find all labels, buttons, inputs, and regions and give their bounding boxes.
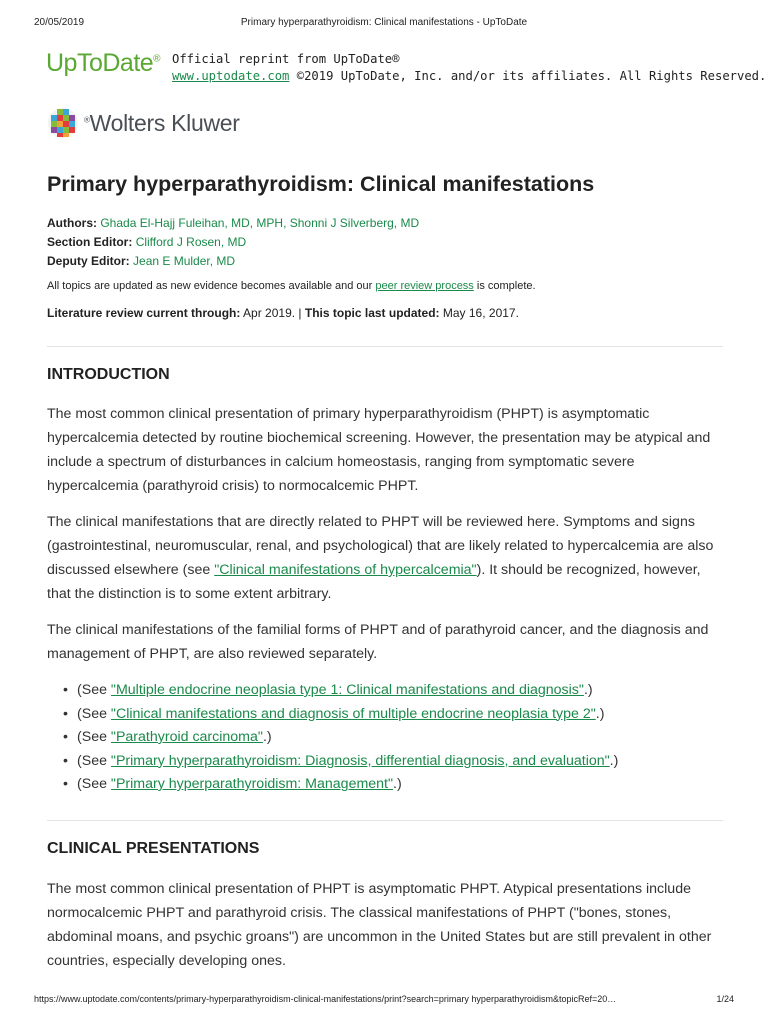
update-note: All topics are updated as new evidence becomes available and our peer review process is complete. [47, 280, 536, 292]
reprint-notice [172, 51, 766, 85]
copyright-text: ©2019 UpToDate, Inc. and/or its affiliates. All Rights Reserved. [296, 69, 767, 83]
print-footer-url: https://www.uptodate.com/contents/primary-hyperparathyroidism-clinical-manifestations/print?search=primary hyperparathyroidism&topicRef=20… [34, 994, 617, 1004]
list-item: • (See "Clinical manifestations and diagnosis of multiple endocrine neoplasia type 2".) [63, 703, 618, 727]
intro-paragraph-2: The clinical manifestations that are directly related to PHPT will be reviewed here. Symptoms and signs (gastrointestinal, neuromuscular, renal, and psychological) that are likely related to hypercalcemia are also discussed elsewhere (see "Clinical manifestations of hypercalcemia"). It should be recognized, however, that the distinction is to some extent arbitrary. [47, 514, 714, 602]
see-link-men2[interactable]: "Clinical manifestations and diagnosis of multiple endocrine neoplasia type 2" [110, 705, 596, 722]
list-item: • (See "Parathyroid carcinoma".) [63, 726, 618, 750]
page-number: 1/24 [716, 994, 734, 1004]
list-item: • (See "Primary hyperparathyroidism: Management".) [63, 773, 618, 797]
uptodate-logo-mark: ® [153, 53, 161, 65]
print-date: 20/05/2019 [34, 17, 85, 28]
authors-link[interactable]: Ghada El-Hajj Fuleihan, MD, MPH, Shonni J Silverberg, MD [100, 216, 420, 230]
reprint-line: Official reprint from UpToDate® [172, 52, 400, 66]
authors-row: Authors: Ghada El-Hajj Fuleihan, MD, MPH, Shonni J Silverberg, MD [47, 216, 420, 230]
uptodate-site-link[interactable]: www.uptodate.com [172, 69, 290, 83]
print-title: Primary hyperparathyroidism: Clinical manifestations - UpToDate [240, 17, 528, 28]
copyright-line [172, 68, 766, 85]
deputy-editor-row: Deputy Editor: Jean E Mulder, MD [47, 254, 236, 268]
hypercalcemia-link[interactable]: "Clinical manifestations of hypercalcemia" [214, 562, 477, 578]
uptodate-logo-text: UpToDate [46, 49, 154, 77]
wolters-kluwer-text: ®Wolters Kluwer [84, 109, 240, 136]
section-editor-link[interactable]: Clifford J Rosen, MD [135, 235, 247, 249]
see-link-management[interactable]: "Primary hyperparathyroidism: Management" [110, 776, 394, 792]
clinical-paragraph-1: The most common clinical presentation of PHPT is asymptomatic PHPT. Atypical presentations include normocalcemic PHPT and parathyroid crisis. The classical manifestations of PHPT ("bones, stones, abdominal moans, and psychic groans") are uncommon in the United States but are still prevalent in other countries, especially developing ones. [47, 881, 712, 969]
see-link-parathyroid-carcinoma[interactable]: "Parathyroid carcinoma" [110, 729, 263, 745]
review-dates: Literature review current through: Apr 2019. | This topic last updated: May 16, 2017. [47, 306, 519, 320]
deputy-editor-link[interactable]: Jean E Mulder, MD [133, 254, 236, 268]
see-link-men1[interactable]: "Multiple endocrine neoplasia type 1: Clinical manifestations and diagnosis" [110, 682, 584, 698]
see-link-diagnosis[interactable]: "Primary hyperparathyroidism: Diagnosis, differential diagnosis, and evaluation" [110, 752, 610, 769]
see-also-list [63, 679, 618, 797]
section-divider [47, 346, 723, 347]
section-divider [47, 820, 723, 821]
section-editor-row: Section Editor: Clifford J Rosen, MD [47, 235, 247, 249]
clinical-presentations-heading: CLINICAL PRESENTATIONS [47, 840, 260, 857]
list-item: • (See "Multiple endocrine neoplasia type 1: Clinical manifestations and diagnosis".) [63, 679, 618, 703]
wolters-kluwer-icon [46, 106, 80, 140]
peer-review-link[interactable]: peer review process [375, 280, 474, 292]
article-title: Primary hyperparathyroidism: Clinical manifestations [47, 172, 595, 196]
introduction-heading: INTRODUCTION [47, 366, 170, 383]
uptodate-logo[interactable] [46, 49, 160, 78]
intro-paragraph-3: The clinical manifestations of the familial forms of PHPT and of parathyroid cancer, and the diagnosis and management of PHPT, are also reviewed separately. [47, 622, 709, 662]
wolters-kluwer-logo [46, 106, 240, 140]
intro-paragraph-1: The most common clinical presentation of primary hyperparathyroidism (PHPT) is asymptomatic hypercalcemia detected by routine biochemical screening. However, the presentation may be atypical and include a spectrum of disturbances in calcium homeostasis, ranging from symptomatic severe hypercalcemia (parathyroid crisis) to normocalcemic PHPT. [47, 406, 711, 494]
article-credits [47, 214, 419, 271]
list-item: • (See "Primary hyperparathyroidism: Diagnosis, differential diagnosis, and evaluation".) [63, 750, 618, 774]
